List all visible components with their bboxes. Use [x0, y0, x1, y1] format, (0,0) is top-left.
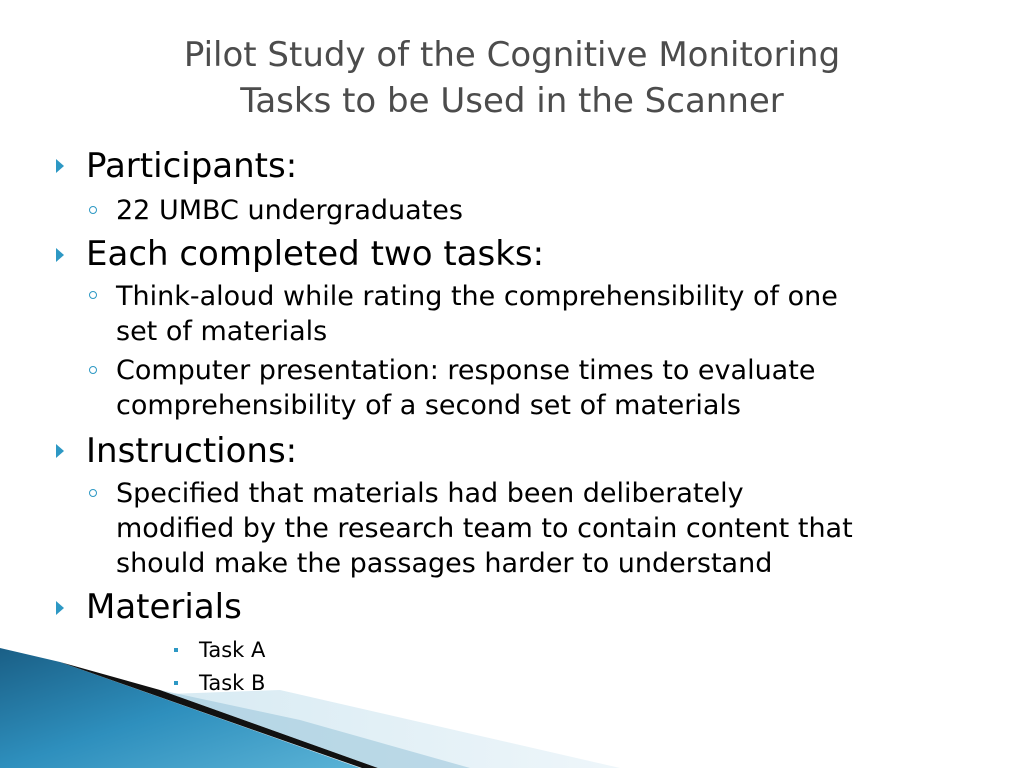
bullet-materials: Materials [86, 587, 242, 627]
sub-bullet-task-b: Task B [199, 671, 266, 695]
sub-bullet-computer-presentation [116, 353, 996, 423]
sub-bullet-think-aloud [116, 279, 996, 349]
sub-bullet-line: modified by the research team to contain content that [116, 513, 853, 544]
bullet-circle-icon [89, 489, 97, 497]
bullet-square-icon [174, 648, 178, 652]
sub-bullet-task-a: Task A [199, 638, 266, 662]
bullet-circle-icon [89, 366, 97, 374]
sub-bullet-line: should make the passages harder to understand [116, 548, 773, 579]
sub-bullet-line: set of materials [116, 316, 328, 347]
sub-bullet-line: comprehensibility of a second set of materials [116, 390, 741, 421]
bullet-square-icon [174, 681, 178, 685]
title-line-1: Pilot Study of the Cognitive Monitoring [183, 35, 841, 75]
slide-title [60, 32, 964, 124]
bullet-tasks: Each completed two tasks: [86, 234, 545, 274]
bullet-arrow-icon [56, 159, 64, 173]
sub-bullet-line: Specified that materials had been deliberately [116, 478, 744, 509]
bullet-instructions: Instructions: [86, 431, 298, 471]
title-line-2: Tasks to be Used in the Scanner [240, 81, 784, 121]
sub-bullet-line: Think-aloud while rating the comprehensibility of one [116, 281, 838, 312]
sub-bullet-line: Computer presentation: response times to evaluate [116, 355, 816, 386]
sub-bullet-specified [116, 476, 996, 581]
bullet-participants: Participants: [86, 146, 298, 186]
bullet-circle-icon [89, 291, 97, 299]
bullet-arrow-icon [56, 601, 64, 615]
bullet-arrow-icon [56, 444, 64, 458]
sub-bullet-participants: 22 UMBC undergraduates [116, 195, 463, 226]
bullet-arrow-icon [56, 248, 64, 262]
bullet-circle-icon [89, 206, 97, 214]
